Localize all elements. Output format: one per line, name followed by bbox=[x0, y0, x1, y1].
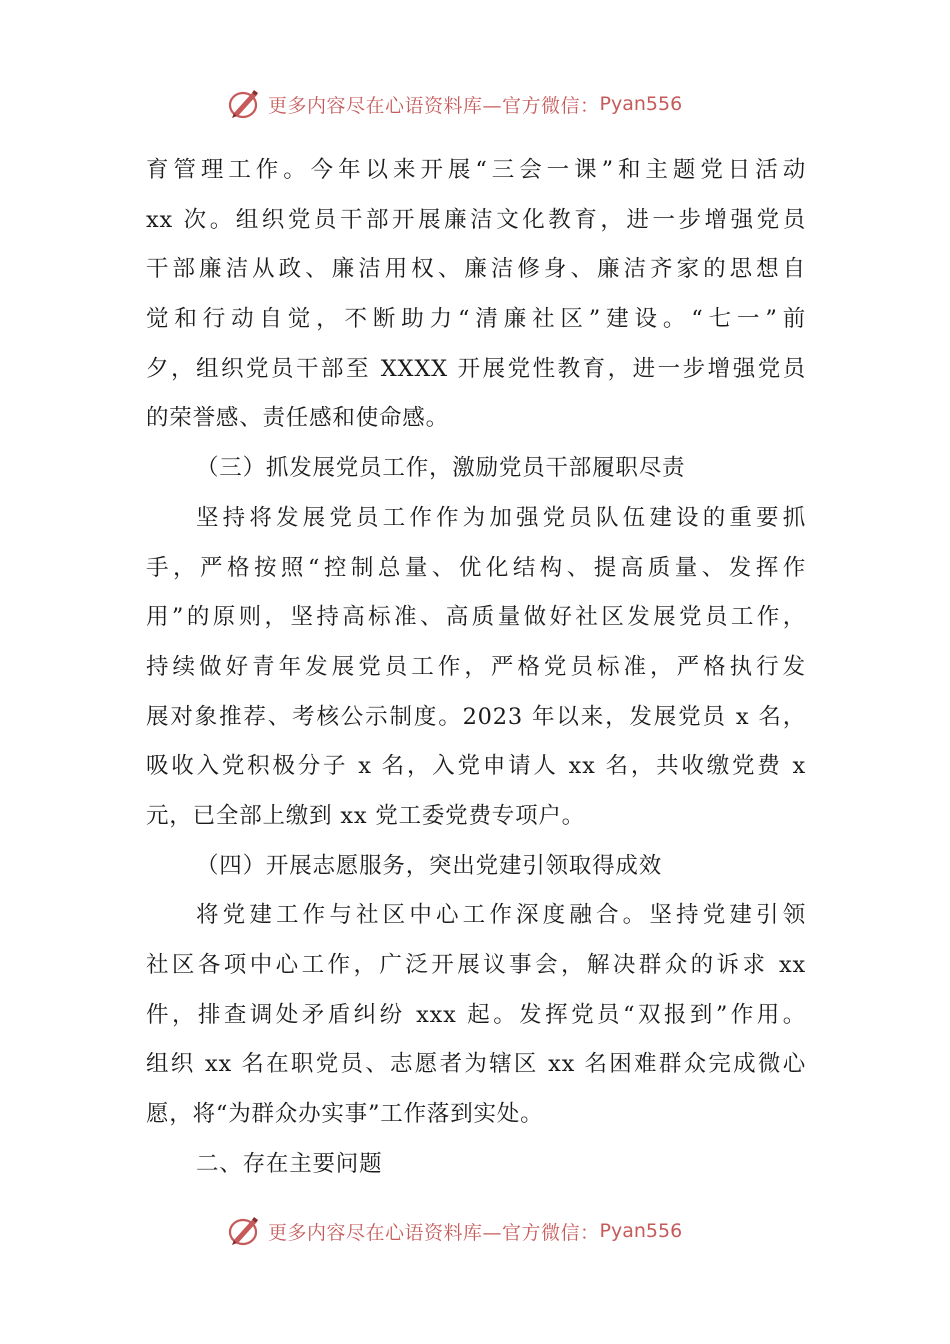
pen-writing-icon bbox=[228, 1214, 262, 1248]
body-line: 用”的原则，坚持高标准、高质量做好社区发展党员工作， bbox=[146, 604, 806, 631]
banner-text: 更多内容尽在心语资料库—官方微信： bbox=[268, 1221, 600, 1244]
banner-text: 更多内容尽在心语资料库—官方微信： bbox=[268, 94, 600, 117]
body-line: 将党建工作与社区中心工作深度融合。坚持党建引领 bbox=[196, 902, 806, 929]
body-line: 持续做好青年发展党员工作，严格党员标准，严格执行发 bbox=[146, 653, 806, 680]
body-line: xx 次。组织党员干部开展廉洁文化教育，进一步增强党员 bbox=[146, 206, 806, 233]
body-line: 夕，组织党员干部至 XXXX 开展党性教育，进一步增强党员 bbox=[146, 355, 806, 382]
footer-banner bbox=[228, 1211, 682, 1251]
section-heading-2: 二、存在主要问题 bbox=[196, 1150, 383, 1177]
body-line: 展对象推荐、考核公示制度。2023 年以来，发展党员 x 名， bbox=[146, 703, 806, 730]
banner-wechat-id: Pyan556 bbox=[599, 1220, 683, 1242]
body-line: 手，严格按照“控制总量、优化结构、提高质量、发挥作 bbox=[146, 554, 806, 581]
header-banner bbox=[228, 84, 682, 124]
document-body bbox=[146, 146, 806, 1189]
body-line: 件，排查调处矛盾纠纷 xxx 起。发挥党员“双报到”作用。 bbox=[146, 1001, 806, 1028]
body-line: 干部廉洁从政、廉洁用权、廉洁修身、廉洁齐家的思想自 bbox=[146, 256, 806, 283]
body-line: 愿，将“为群众办实事”工作落到实处。 bbox=[146, 1101, 544, 1128]
body-line: 组织 xx 名在职党员、志愿者为辖区 xx 名困难群众完成微心 bbox=[146, 1051, 806, 1078]
body-line: 坚持将发展党员工作作为加强党员队伍建设的重要抓 bbox=[196, 504, 806, 531]
pen-writing-icon bbox=[228, 87, 262, 121]
section-heading-3: （三）抓发展党员工作，激励党员干部履职尽责 bbox=[196, 455, 686, 482]
banner-wechat-id: Pyan556 bbox=[599, 93, 683, 115]
body-line: 吸收入党积极分子 x 名，入党申请人 xx 名，共收缴党费 x bbox=[146, 753, 806, 780]
body-line: 觉和行动自觉，不断助力“清廉社区”建设。“七一”前 bbox=[146, 306, 806, 333]
body-line: 的荣誉感、责任感和使命感。 bbox=[146, 405, 449, 432]
body-line: 社区各项中心工作，广泛开展议事会，解决群众的诉求 xx bbox=[146, 952, 806, 978]
body-line: 育管理工作。今年以来开展“三会一课”和主题党日活动 bbox=[146, 157, 806, 183]
body-line: 元，已全部上缴到 xx 党工委党费专项户。 bbox=[146, 802, 585, 829]
section-heading-4: （四）开展志愿服务，突出党建引领取得成效 bbox=[196, 852, 663, 879]
